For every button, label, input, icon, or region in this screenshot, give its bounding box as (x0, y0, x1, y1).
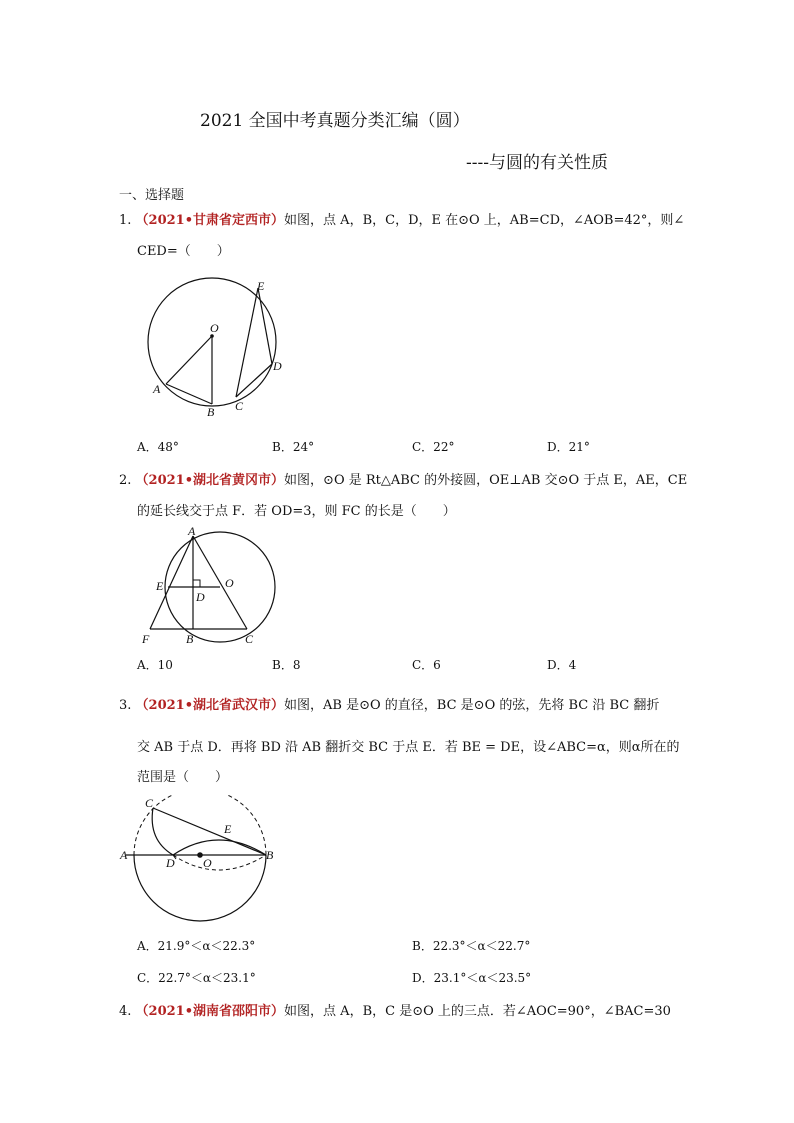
figure-label: D (196, 590, 205, 604)
question-source: （2021•甘肃省定西市） (135, 213, 285, 228)
figure-label: E (224, 822, 232, 836)
question-2-line-1 (119, 469, 687, 488)
question-text: 如图，点 A，B，C，D，E 在⊙O 上，AB=CD，∠AOB=42°，则∠ (284, 213, 685, 228)
question-number: 2. (119, 473, 132, 488)
figure-label: C (245, 632, 254, 646)
figure-label: B (186, 632, 194, 646)
question-source: （2021•湖北省武汉市） (135, 698, 285, 713)
option-c[interactable]: C．22.7°＜α＜23.1° (137, 971, 256, 985)
question-1-line-1 (119, 209, 684, 228)
question-3-line-2: 交 AB 于点 D．再将 BD 沿 AB 翻折交 BC 于点 E．若 BE = DE，设∠ABC=α，则α所在的 (137, 740, 680, 755)
question-number: 4. (119, 1004, 132, 1019)
option-c[interactable]: C．22° (412, 440, 455, 454)
question-number: 1. (119, 213, 132, 228)
section-heading: 一、选择题 (119, 188, 185, 203)
question-1-figure (140, 276, 290, 421)
question-3-line-3: 范围是（ ） (137, 770, 229, 785)
figure-label: B (266, 848, 274, 862)
figure-label: A (188, 524, 196, 538)
question-2-line-2: 的延长线交于点 F．若 OD=3，则 FC 的长是（ ） (137, 504, 456, 519)
figure-label: E (257, 279, 265, 293)
option-a[interactable]: A．10 (137, 658, 173, 672)
question-3-line-1 (119, 694, 659, 713)
option-a[interactable]: A．48° (137, 440, 179, 454)
figure-label: A (153, 382, 161, 396)
question-source: （2021•湖南省邵阳市） (135, 1004, 285, 1019)
question-text: 如图，AB 是⊙O 的直径，BC 是⊙O 的弦，先将 BC 沿 BC 翻折 (284, 698, 660, 713)
figure-label: O (225, 576, 234, 590)
question-2-figure (138, 523, 278, 648)
question-3-figure (118, 795, 283, 923)
option-c[interactable]: C．6 (412, 658, 441, 672)
question-source: （2021•湖北省黄冈市） (135, 473, 285, 488)
figure-label: O (210, 321, 219, 335)
figure-label: F (142, 632, 150, 646)
option-b[interactable]: B．24° (272, 440, 315, 454)
option-b[interactable]: B．22.3°＜α＜22.7° (412, 939, 531, 953)
option-d[interactable]: D．4 (547, 658, 577, 672)
figure-label: D (273, 359, 282, 373)
question-number: 3. (119, 698, 132, 713)
option-d[interactable]: D．23.1°＜α＜23.5° (412, 971, 532, 985)
question-1-line-2: CED=（ ） (137, 244, 230, 259)
option-a[interactable]: A．21.9°＜α＜22.3° (137, 939, 256, 953)
question-4-line-1 (119, 1000, 671, 1019)
figure-label: A (120, 848, 128, 862)
option-d[interactable]: D．21° (547, 440, 590, 454)
page-subtitle: ----与圆的有关性质 (466, 153, 608, 173)
figure-label: O (203, 856, 212, 870)
figure-label: B (207, 405, 215, 419)
question-text: 如图，点 A，B，C 是⊙O 上的三点．若∠AOC=90°，∠BAC=30 (284, 1004, 671, 1019)
figure-label: E (156, 579, 164, 593)
figure-label: C (235, 399, 244, 413)
option-b[interactable]: B．8 (272, 658, 301, 672)
figure-label: D (166, 856, 175, 870)
question-text: 如图，⊙O 是 Rt△ABC 的外接圆，OE⊥AB 交⊙O 于点 E，AE，CE (284, 473, 688, 488)
page-title: 2021 全国中考真题分类汇编（圆） (200, 111, 470, 131)
figure-label: C (145, 796, 154, 810)
